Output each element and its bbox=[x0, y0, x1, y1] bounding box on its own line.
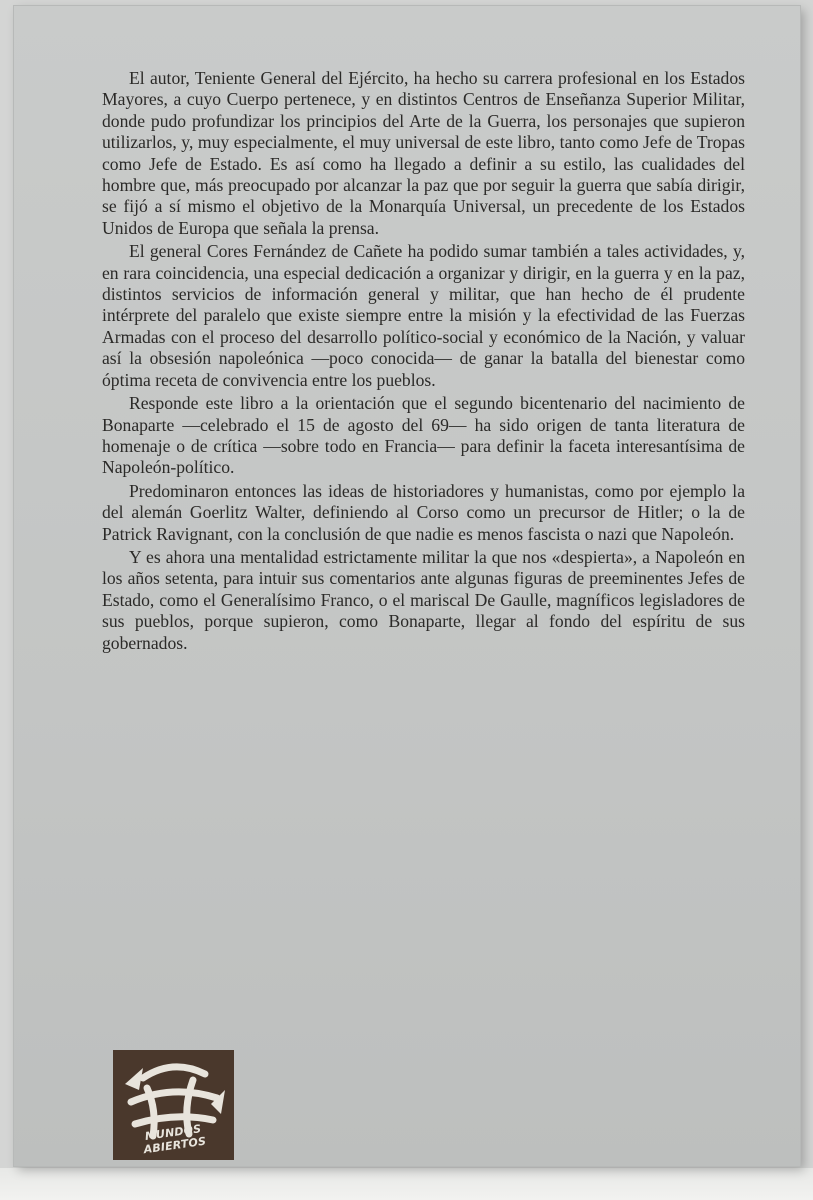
publisher-name: MUNDOS ABIERTOS bbox=[142, 1122, 207, 1157]
blurb-text bbox=[102, 68, 745, 656]
paragraph-career: El general Cores Fernández de Cañete ha podido sumar también a tales actividades, y, en rara coincidencia, una especial dedicación a organizar y dirigir, en la guerra y en la paz, distintos servicios de información general y militar, que han hecho de él prudente intérprete del paralelo que existe siempre entre la misión y la efectividad de las Fuerzas Armadas con el proceso del desarrollo político-social y económico de la Nación, y valuar así la obsesión napoleónica —poco conocida— de ganar la batalla del bienestar como óptima receta de convivencia entre los pueblos. bbox=[102, 241, 745, 390]
paragraph-historians: Predominaron entonces las ideas de historiadores y humanistas, como por ejemplo la del alemán Goerlitz Walter, definiendo al Corso como un precursor de Hitler; o la de Patrick Ravignant, con la conclusión de que nadie es menos fascista o nazi que Napoleón. bbox=[102, 480, 745, 544]
paragraph-bicentenary: Responde este libro a la orientación que el segundo bicentenario del nacimiento de Bonaparte —celebrado el 15 de agosto del 69— ha sido origen de tanta literatura de homenaje o de crítica —sobre todo en Francia— para definir la faceta interesantísima de Napoleón-político. bbox=[102, 393, 745, 478]
paragraph-author: El autor, Teniente General del Ejército, ha hecho su carrera profesional en los Estados Mayores, a cuyo Cuerpo pertenece, y en distintos Centros de Enseñanza Superior Militar, donde pudo profundizar los principios del Arte de la Guerra, los personajes que supieron utilizarlos, y, muy especialmente, el muy universal de este libro, tanto como Jefe de Tropas como Jefe de Estado. Es así como ha llegado a definir a su estilo, las cualidades del hombre que, más preocupado por alcanzar la paz que por seguir la guerra que sabía dirigir, se fijó a sí mismo el objetivo de la Monarquía Universal, un precedente de los Estados Unidos de Europa que señala la prensa. bbox=[102, 68, 745, 238]
paragraph-military-view: Y es ahora una mentalidad estrictamente militar la que nos «despierta», a Napoleón en los años setenta, para intuir sus comentarios ante algunas figuras de preeminentes Jefes de Estado, como el Generalísimo Franco, o el mariscal De Gaulle, magníficos legisladores de sus pueblos, porque supieron, como Bonaparte, llegar al fondo del espíritu de sus gobernados. bbox=[102, 546, 745, 653]
publisher-logo bbox=[113, 1050, 234, 1160]
background-surface bbox=[0, 1168, 813, 1200]
